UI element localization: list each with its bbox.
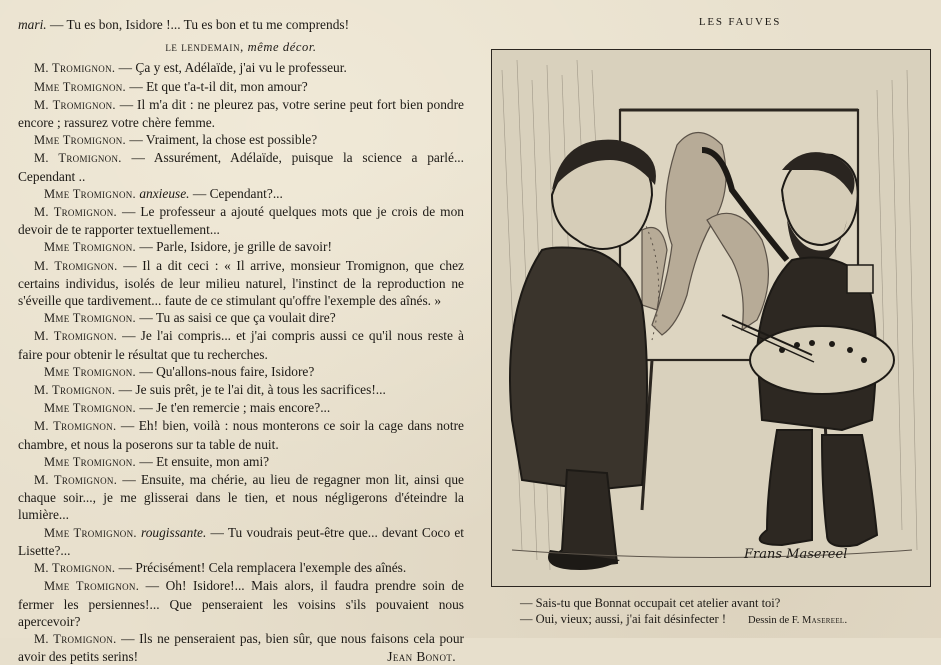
dialogue-text: — Le professeur a ajouté quelques mots que je crois de mon devoir de te rapporter textuellement...: [18, 204, 464, 238]
stage-direction: rougissante.: [136, 524, 207, 540]
scene-heading-italic: même décor.: [243, 40, 317, 55]
dialogue-line: [18, 131, 464, 149]
speaker-label: Mme Tromignon.: [34, 133, 126, 148]
dialogue-line: [18, 203, 464, 238]
speaker-label: Mme Tromignon.: [44, 454, 136, 469]
dialogue-line: [18, 363, 464, 381]
dialogue-text: — Précisément! Cela remplacera l'exemple des aînés.: [115, 560, 407, 576]
dialogue-text: — Parle, Isidore, je grille de savoir!: [135, 239, 332, 255]
section-title: LES FAUVES: [698, 16, 782, 28]
speaker-fragment: mari.: [18, 17, 47, 32]
dialogue-text: — Qu'allons-nous faire, Isidore?: [135, 363, 315, 379]
dialogue-line: [18, 453, 464, 471]
dialogue-text: — Tu as saisi ce que ça voulait dire?: [135, 310, 336, 326]
speaker-label: Mme Tromignon.: [44, 364, 136, 379]
dialogue-text: — Ensuite, ma chérie, au lieu de regagner mon lit, ainsi que chaque soir..., je me glisserai dans le tien, et nous négligerons d'éteindre la lumière...: [18, 472, 464, 523]
dialogue-line: [18, 524, 464, 559]
dialogue-line: [18, 185, 464, 203]
speaker-label: M. Tromignon.: [34, 329, 118, 344]
speaker-label: Mme Tromignon.: [44, 311, 136, 326]
dialogue-line: [18, 309, 464, 327]
dialogue-line: [18, 78, 464, 96]
dialogue-line: [18, 630, 464, 665]
speaker-label: M. Tromignon.: [34, 151, 122, 166]
speaker-label: Mme Tromignon.: [34, 79, 126, 94]
dialogue-text: — Il m'a dit : ne pleurez pas, votre serine peut fort bien pondre encore ; rassurez votre chère femme.: [18, 96, 464, 131]
speaker-label: M. Tromignon.: [34, 97, 116, 112]
speaker-label: M. Tromignon.: [34, 258, 118, 273]
speaker-label: M. Tromignon.: [34, 61, 116, 76]
scene-heading-text: le lendemain,: [165, 40, 244, 55]
dialogue-text: — Cependant?...: [189, 185, 283, 201]
dialogue-line: [18, 381, 464, 399]
dialogue-text: — Ils ne penseraient pas, bien sûr, que nous faisons cela pour avoir des petits serins!: [18, 630, 464, 665]
speaker-label: Mme Tromignon.: [44, 401, 136, 416]
credit-prefix: Dessin de F.: [748, 615, 803, 626]
dialogue-line: [18, 149, 464, 184]
standing-man-figure: [510, 140, 656, 570]
scene-heading: [18, 39, 464, 56]
dialogue-text: — Et ensuite, mon ami?: [135, 453, 270, 469]
drawing-credit: [748, 615, 847, 626]
dialogue-line: [18, 96, 464, 131]
artist-signature: Frans Masereel: [744, 547, 848, 562]
speaker-label: M. Tromignon.: [34, 473, 118, 488]
caption-line: [520, 611, 940, 629]
dialogue-text: — Vraiment, la chose est possible?: [125, 132, 318, 148]
dialogue-line: [18, 257, 464, 310]
speaker-label: M. Tromignon.: [34, 561, 116, 576]
speaker-label: M. Tromignon.: [34, 383, 116, 398]
text-line: [18, 16, 464, 33]
dialogue-text: — Je t'en remercie ; mais encore?...: [135, 400, 331, 416]
dialogue-text: — Tu voudrais peut-être que... devant Coco et Lisette?...: [18, 524, 464, 558]
dialogue-line: [18, 559, 464, 577]
speaker-label: Mme Tromignon.: [44, 579, 140, 594]
dialogue-text: — Je suis prêt, je te l'ai dit, à tous les sacrifices!...: [115, 382, 386, 398]
caption-text: — Oui, vieux; aussi, j'ai fait désinfecter !: [520, 612, 727, 626]
speaker-label: Mme Tromignon.: [44, 240, 136, 255]
dialogue-text: — Eh! bien, voilà : nous monterons ce soir la cage dans notre chambre, et nous la poserons sur ta table de nuit.: [18, 418, 464, 452]
dialogue-text: — Et que t'a-t-il dit, mon amour?: [125, 78, 308, 94]
dialogue-text: — Il a dit ceci : « Il arrive, monsieur Tromignon, que chez certains individus, isolés de leur milieu naturel, l'instinct de la reproduction ne s'éveille que tardivement... faute de ce stimulant qu'offre l'exemple des aînés. »: [18, 257, 464, 309]
dialogue-line: [18, 238, 464, 256]
cartoon-illustration: [491, 49, 931, 587]
dialogue-text: — Ça y est, Adélaïde, j'ai vu le professeur.: [115, 60, 347, 76]
caption-line: — Sais-tu que Bonnat occupait cet atelier avant toi?: [520, 596, 781, 610]
dialogue-line: [18, 399, 464, 417]
cartoon-drawing: [492, 50, 930, 586]
dialogue-line: [18, 417, 464, 452]
dialogue-line: [18, 471, 464, 524]
dialogue-text: — Je l'ai compris... et j'ai compris aussi ce qu'il nous reste à faire pour obtenir le résultat que tu recherches.: [18, 328, 464, 362]
dialogue-line: [18, 59, 464, 77]
speaker-label: M. Tromignon.: [34, 205, 117, 220]
dialogue-text: — Assurément, Adélaïde, puisque la science a parlé... Cependant ..: [18, 150, 464, 184]
author-signature: Jean Bonot.: [387, 649, 456, 665]
cartoon-caption: [520, 595, 940, 629]
stage-direction: anxieuse.: [135, 185, 190, 201]
dialogue-text: — Tu es bon, Isidore !... Tu es bon et tu me comprends!: [46, 17, 350, 32]
dialogue-text: — Oh! Isidore!... Mais alors, il faudra prendre soin de fermer les persiennes!... Que penseraient les voisins s'ils pouvaient nous apercevoir?: [18, 578, 464, 629]
story-text-column: [18, 16, 464, 665]
dialogue-line: [18, 577, 464, 630]
speaker-label: M. Tromignon.: [34, 631, 117, 646]
speaker-label: Mme Tromignon.: [44, 186, 136, 201]
dialogue-line: [18, 327, 464, 362]
speaker-label: Mme Tromignon.: [44, 525, 137, 540]
credit-name: Masereel.: [802, 615, 848, 626]
speaker-label: M. Tromignon.: [34, 419, 117, 434]
